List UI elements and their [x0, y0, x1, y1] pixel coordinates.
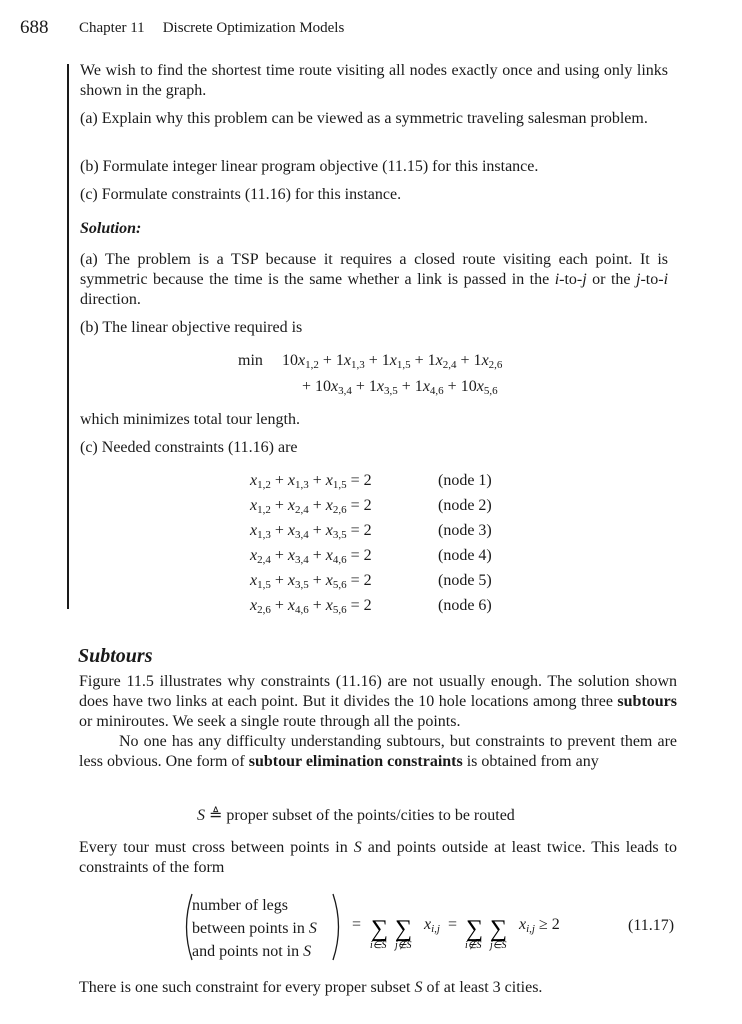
equation-parenthetical: [192, 894, 317, 963]
page-number: 688: [20, 17, 49, 38]
objective-line-1: [282, 352, 502, 370]
p2-text-end: is obtained from any: [462, 753, 599, 770]
final-text: There is one such constraint for every proper subset: [79, 979, 415, 996]
objective-term: + $1x_{1,3}$: [318, 352, 365, 371]
sol-a-var-i2: i: [663, 271, 669, 288]
final-S: S: [414, 979, 423, 996]
constraint-equation: $x_{2,4} + x_{3,4} + x_{4,6} = 2$: [250, 547, 372, 566]
minimizes-text: which minimizes total tour length.: [80, 411, 300, 428]
objective-min: min: [238, 352, 263, 369]
constraint-label: (node 4): [438, 547, 492, 564]
constraint-label: (node 5): [438, 572, 492, 589]
svg-text:∑: ∑: [466, 916, 484, 942]
sol-a-to: -to-: [559, 271, 583, 288]
chapter-title: Discrete Optimization Models: [162, 20, 345, 36]
running-head: [79, 20, 344, 37]
sol-a-or: or the: [586, 271, 636, 288]
subtours-paragraph-3: [79, 838, 677, 878]
subtours-heading: Subtours: [78, 645, 153, 667]
sol-a-text: (a) The problem is a TSP because it requires a closed route visiting each point. It is symmetric because the time is the same whether a link is passed in the: [80, 251, 668, 288]
p1-text: Figure 11.5 illustrates why constraints (11.16) are not usually enough. The solution shown does have two links at each point. But it divides the 10 hole locations among three: [79, 673, 677, 710]
eq-term-x-ij-2: $x_{i,j} \ge 2$: [519, 916, 560, 935]
constraint-label: (node 1): [438, 472, 492, 489]
constraint-equation: $x_{2,6} + x_{4,6} + x_{5,6} = 2$: [250, 597, 372, 616]
solution-part-b: (b) The linear objective required is: [80, 319, 303, 336]
objective-term: + $10x_{5,6}$: [443, 378, 498, 397]
svg-text:j∉S: j∉S: [395, 940, 412, 951]
constraint-equation: $x_{1,2} + x_{1,3} + x_{1,5} = 2$: [250, 472, 372, 491]
p3-text: Every tour must cross between points in: [79, 839, 354, 856]
solution-heading: Solution:: [80, 220, 142, 237]
constraint-label: (node 3): [438, 522, 492, 539]
final-text-end: of at least 3 cities.: [422, 979, 543, 996]
svg-text:∑: ∑: [490, 916, 508, 942]
p2-text: No one has any difficulty understanding subtours, but constraints to prevent them are less obvious. One form of: [79, 733, 677, 770]
double-sum-notin-in: [463, 908, 519, 956]
svg-text:j∈S: j∈S: [490, 940, 507, 951]
subset-definition: [197, 805, 515, 825]
final-sentence: [79, 979, 542, 997]
p1-term-subtours: subtours: [617, 693, 677, 710]
constraint-equation: $x_{1,5} + x_{3,5} + x_{5,6} = 2$: [250, 572, 372, 591]
sol-a-var-j: j: [582, 271, 587, 288]
objective-line-2: [302, 378, 498, 396]
paren-line-2-text: between points in: [192, 920, 309, 937]
paren-line-3-text: and points not in: [192, 943, 304, 960]
eq-equals-2: =: [448, 916, 458, 933]
constraint-equation: $x_{1,3} + x_{3,4} + x_{3,5} = 2$: [250, 522, 372, 541]
problem-part-c: (c) Formulate constraints (11.16) for this instance.: [80, 186, 402, 203]
objective-term: + $1x_{2,4}$: [410, 352, 457, 371]
p2-term-sec: subtour elimination constraints: [248, 753, 463, 770]
constraint-label: (node 2): [438, 497, 492, 514]
svg-text:i∉S: i∉S: [465, 940, 482, 951]
objective-term: + $1x_{3,5}$: [351, 378, 398, 397]
defn-symbol: ≜: [209, 807, 223, 824]
svg-text:∑: ∑: [395, 916, 413, 942]
chapter-label: Chapter 11: [79, 20, 145, 36]
svg-text:i∈S: i∈S: [370, 940, 387, 951]
sol-a-end: direction.: [80, 291, 141, 308]
double-sum-in-notin: [368, 908, 424, 956]
subtours-paragraph-1: [79, 672, 677, 732]
paren-line-2: [192, 917, 317, 940]
constraint-equation: $x_{1,2} + x_{2,4} + x_{2,6} = 2$: [250, 497, 372, 516]
p1-text-end: or miniroutes. We seek a single route through all the points.: [79, 713, 461, 730]
paren-line-2-S: S: [308, 920, 317, 937]
equation-number: (11.17): [628, 917, 675, 934]
problem-part-b: (b) Formulate integer linear program objective (11.15) for this instance.: [80, 158, 539, 175]
defn-S: S: [197, 807, 205, 824]
solution-part-a: [80, 250, 668, 310]
sol-a-var-i: i: [554, 271, 560, 288]
svg-text:∑: ∑: [371, 916, 389, 942]
sol-a-to2: -to-: [640, 271, 664, 288]
constraint-label: (node 6): [438, 597, 492, 614]
eq-term-x-ij-1: $x_{i,j}$: [424, 916, 440, 935]
objective-term: $10x_{1,2}$: [282, 352, 319, 371]
paren-line-3: [192, 940, 317, 963]
p3-text-end: and points outside at least twice. This leads to constraints of the form: [79, 839, 678, 876]
subtours-paragraph-2: [79, 732, 677, 772]
defn-text: proper subset of the points/cities to be routed: [226, 807, 515, 824]
paren-line-1: number of legs: [192, 897, 288, 914]
objective-term: + $10x_{3,4}$: [302, 378, 352, 397]
p3-S: S: [353, 839, 362, 856]
objective-term: + $1x_{1,5}$: [364, 352, 411, 371]
solution-part-c: (c) Needed constraints (11.16) are: [80, 439, 298, 456]
problem-part-a: (a) Explain why this problem can be viewed as a symmetric traveling salesman problem.: [80, 110, 648, 127]
paren-line-3-S: S: [303, 943, 312, 960]
objective-term: + $1x_{2,6}$: [456, 352, 503, 371]
example-margin-rule: [67, 64, 69, 609]
problem-intro: We wish to find the shortest time route visiting all nodes exactly once and using only links shown in the graph.: [80, 62, 668, 99]
eq-equals-1: =: [352, 916, 362, 933]
objective-term: + $1x_{4,6}$: [397, 378, 444, 397]
sol-a-var-j2: j: [636, 271, 641, 288]
